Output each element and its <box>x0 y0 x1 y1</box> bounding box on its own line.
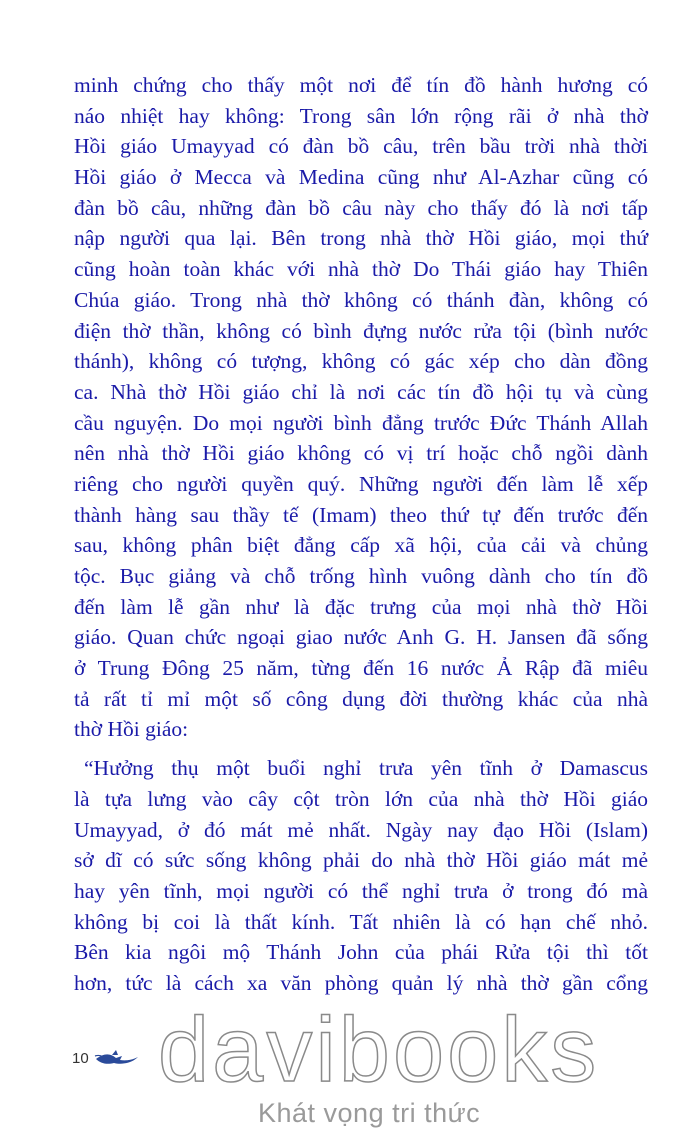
watermark-tagline: Khát vọng tri thức <box>258 1098 481 1128</box>
text-line: Umayyad, ở đó mát mẻ nhất. Ngày nay đạo Hồi (Islam) <box>74 817 648 842</box>
paragraph-gap <box>74 745 648 753</box>
body-text <box>74 70 648 999</box>
page-number: 10 <box>72 1050 89 1067</box>
text-line: ở Trung Đông 25 năm, từng đến 16 nước Ả Rập đã miêu <box>74 656 648 681</box>
text-line: minh chứng cho thấy một nơi để tín đồ hành hương có <box>74 73 648 97</box>
text-line: riêng cho người quyền quý. Những người đến làm lễ xếp <box>74 471 648 496</box>
text-line: ca. Nhà thờ Hồi giáo chỉ là nơi các tín đồ hội tụ và cùng <box>74 379 648 404</box>
text-line: nập người qua lại. Bên trong nhà thờ Hồi giáo, mọi thứ <box>74 226 648 251</box>
text-line: thành hàng sau thầy tế (Imam) theo thứ tự đến trước đến <box>74 502 648 527</box>
text-line: không bị coi là thất kính. Tất nhiên là có hạn chế nhỏ. <box>74 909 648 934</box>
text-line: hơn, tức là cách xa văn phòng quản lý nhà thờ gần cổng <box>74 970 648 995</box>
text-line: sở dĩ có sức sống không phải do nhà thờ Hồi giáo mát mẻ <box>74 848 648 873</box>
text-line: điện thờ thần, không có bình đựng nước rửa tội (bình nước <box>74 318 648 343</box>
text-line: Bên kia ngôi mộ Thánh John của phái Rửa tội thì tốt <box>74 940 648 965</box>
paragraph-2-quote <box>74 753 648 999</box>
text-line: tộc. Bục giảng và chỗ trống hình vuông dành cho tín đồ <box>74 564 648 588</box>
text-line: tả rất tỉ mỉ một số công dụng đời thường khác của nhà <box>74 686 648 711</box>
text-line: náo nhiệt hay không: Trong sân lớn rộng rãi ở nhà thờ <box>74 103 648 128</box>
text-line: Hồi giáo Umayyad có đàn bồ câu, trên bầu trời nhà thời <box>74 134 648 159</box>
text-line: hay yên tĩnh, mọi người có thể nghỉ trưa ở trong đó mà <box>74 878 648 903</box>
bird-ornament-icon <box>92 1047 142 1069</box>
paragraph-1 <box>74 70 648 745</box>
text-line: cũng hoàn toàn khác với nhà thờ Do Thái giáo hay Thiên <box>74 257 648 282</box>
text-line: đàn bồ câu, những đàn bồ câu này cho thấy đó là nơi tấp <box>74 195 648 220</box>
text-line: thánh), không có tượng, không có gác xép cho dàn đồng <box>74 349 648 374</box>
text-line: Chúa giáo. Trong nhà thờ không có thánh đàn, không có <box>74 287 648 312</box>
text-line: sau, không phân biệt đẳng cấp xã hội, của cải và chủng <box>74 533 648 558</box>
text-line: giáo. Quan chức ngoại giao nước Anh G. H. Jansen đã sống <box>74 625 648 650</box>
text-line: Hồi giáo ở Mecca và Medina cũng như Al-Azhar cũng có <box>74 165 648 190</box>
text-line: nên nhà thờ Hồi giáo không có vị trí hoặc chỗ ngồi dành <box>74 441 648 466</box>
text-line: là tựa lưng vào cây cột tròn lớn của nhà thờ Hồi giáo <box>74 786 648 811</box>
text-line: thờ Hồi giáo: <box>74 717 189 742</box>
watermark-brand: davibooks <box>158 999 600 1101</box>
text-line: đến làm lễ gần như là đặc trưng của mọi nhà thờ Hồi <box>74 594 648 619</box>
text-line: “Hưởng thụ một buổi nghỉ trưa yên tĩnh ở Damascus <box>84 756 648 781</box>
text-line: cầu nguyện. Do mọi người bình đẳng trước Đức Thánh Allah <box>74 410 648 435</box>
